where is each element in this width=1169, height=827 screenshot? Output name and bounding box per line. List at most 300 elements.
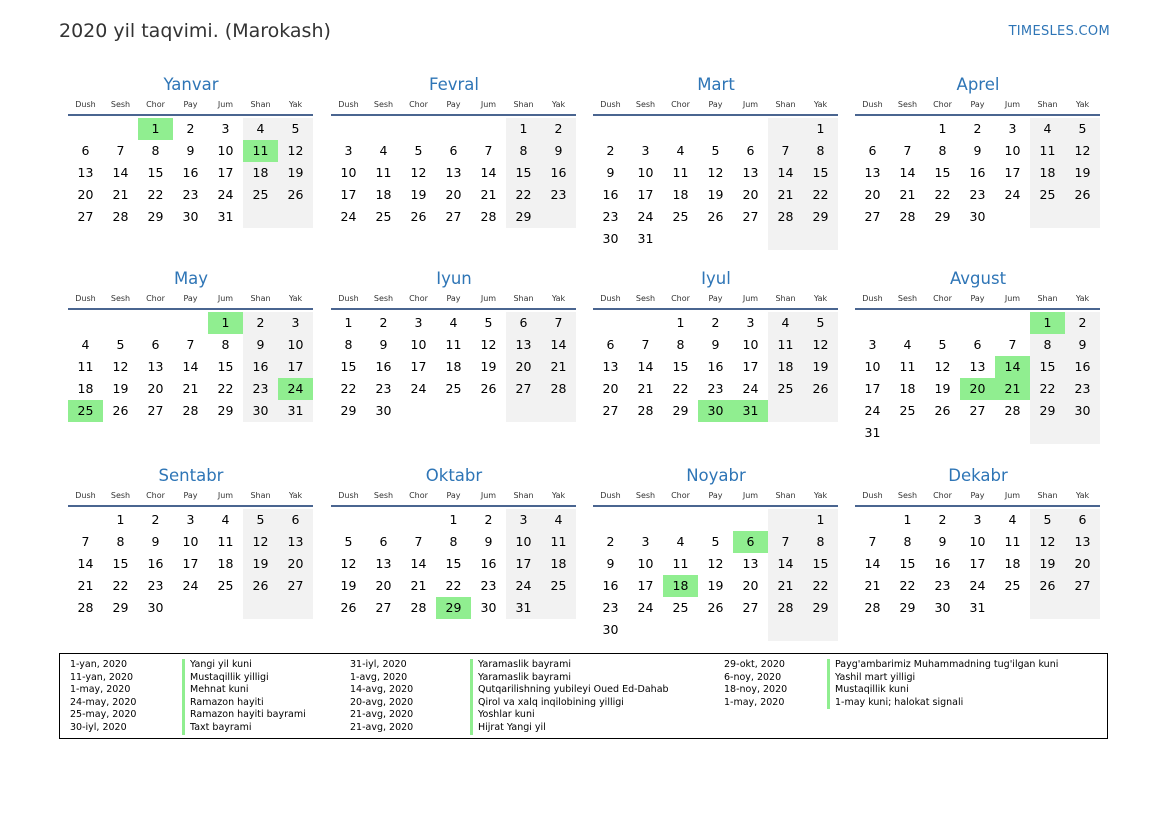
day-cell: 7 (868, 534, 877, 549)
day-cell: 10 (217, 143, 234, 158)
day-cell: 16 (934, 556, 951, 571)
day-cell: 23 (182, 187, 199, 202)
day-cell: 8 (938, 143, 947, 158)
day-cell: 28 (768, 597, 803, 619)
weekday-label: Chor (146, 100, 165, 109)
month-name: Avgust (949, 269, 1007, 288)
legend-holiday-name: Yoshlar kuni (470, 709, 669, 722)
weekday-label: Pay (708, 294, 723, 303)
day-cell: 30 (147, 600, 164, 615)
day-cell: 12 (410, 165, 427, 180)
weekday-label: Jum (217, 491, 234, 500)
weekday-label: Jum (742, 100, 759, 109)
month-name: Oktabr (425, 466, 483, 485)
day-cell: 2 (484, 512, 493, 527)
weekday-label: Pay (446, 294, 461, 303)
day-cell: 20 (1065, 553, 1100, 575)
day-cell: 27 (742, 600, 759, 615)
empty-cell (995, 312, 1030, 334)
day-cell: 1 (938, 121, 947, 136)
day-cell: 9 (1065, 334, 1100, 356)
day-cell: 25 (899, 403, 916, 418)
header-rule (855, 505, 1100, 507)
day-cell: 15 (934, 165, 951, 180)
empty-cell (278, 597, 313, 619)
day-cell: 15 (147, 165, 164, 180)
weekday-label: Pay (970, 294, 985, 303)
weekday-label: Shan (775, 294, 796, 303)
day-cell: 22 (147, 187, 164, 202)
empty-cell (663, 619, 698, 641)
day-cell: 21 (410, 578, 427, 593)
day-cell: 6 (449, 143, 458, 158)
weekday-label: Dush (338, 100, 359, 109)
legend-date: 18-noy, 2020 (724, 684, 788, 696)
legend-date: 1-yan, 2020 (70, 659, 127, 670)
weekday-label: Chor (933, 294, 952, 303)
day-cell: 18 (243, 162, 278, 184)
day-grid (68, 312, 314, 422)
weekday-header (68, 292, 314, 306)
month-name: Fevral (429, 75, 479, 94)
weekday-label: Jum (480, 491, 497, 500)
day-cell: 11 (672, 165, 689, 180)
day-cell: 29 (803, 597, 838, 619)
day-cell: 19 (803, 356, 838, 378)
weekday-label: Pay (446, 100, 461, 109)
day-cell: 25 (445, 381, 462, 396)
day-cell: 22 (803, 575, 838, 597)
day-cell: 18 (672, 187, 689, 202)
month-oktabr (331, 465, 577, 619)
empty-cell (855, 312, 890, 334)
day-cell: 29 (899, 600, 916, 615)
day-cell: 1 (506, 118, 541, 140)
day-cell: 22 (934, 187, 951, 202)
legend-names-column (182, 659, 306, 735)
day-cell: 29 (506, 206, 541, 228)
holiday-day-cell: 30 (698, 400, 733, 422)
day-cell: 14 (77, 556, 94, 571)
day-cell: 13 (969, 359, 986, 374)
day-cell: 13 (445, 165, 462, 180)
holiday-day-cell: 1 (1030, 312, 1065, 334)
weekday-label: Shan (513, 100, 534, 109)
day-cell: 13 (77, 165, 94, 180)
day-cell: 6 (746, 143, 755, 158)
legend-date: 14-avg, 2020 (350, 684, 414, 696)
day-cell: 3 (868, 337, 877, 352)
day-cell: 6 (506, 312, 541, 334)
day-cell: 17 (278, 356, 313, 378)
empty-cell (663, 118, 698, 140)
weekday-label: Chor (671, 491, 690, 500)
day-cell: 23 (934, 578, 951, 593)
header-rule (331, 308, 576, 310)
weekday-label: Dush (862, 294, 883, 303)
day-cell: 2 (606, 143, 615, 158)
day-cell: 5 (803, 312, 838, 334)
day-cell: 26 (278, 184, 313, 206)
day-cell: 24 (182, 578, 199, 593)
day-cell: 6 (278, 509, 313, 531)
day-cell: 8 (151, 143, 160, 158)
day-cell: 22 (340, 381, 357, 396)
weekday-label: Dush (75, 491, 96, 500)
day-cell: 11 (672, 556, 689, 571)
day-cell: 16 (375, 359, 392, 374)
day-cell: 1 (803, 118, 838, 140)
day-cell: 28 (480, 209, 497, 224)
empty-cell (1065, 597, 1100, 619)
holiday-day-cell: 20 (960, 378, 995, 400)
day-grid (331, 312, 577, 422)
weekday-label: Chor (933, 491, 952, 500)
legend-holiday-name: Yangi yil kuni (182, 659, 306, 672)
day-cell: 9 (711, 337, 720, 352)
day-cell: 4 (449, 315, 458, 330)
day-cell: 13 (506, 334, 541, 356)
day-cell: 15 (1030, 356, 1065, 378)
day-cell: 3 (973, 512, 982, 527)
empty-cell (138, 312, 173, 334)
weekday-header (855, 292, 1101, 306)
day-cell: 8 (449, 534, 458, 549)
weekday-header (593, 489, 839, 503)
day-cell: 23 (541, 184, 576, 206)
day-cell: 27 (742, 209, 759, 224)
header-rule (855, 308, 1100, 310)
day-cell: 4 (1030, 118, 1065, 140)
empty-cell (960, 422, 995, 444)
empty-cell (1065, 206, 1100, 228)
weekday-label: Chor (671, 294, 690, 303)
day-cell: 10 (1004, 143, 1021, 158)
empty-cell (401, 400, 436, 422)
day-cell: 8 (676, 337, 685, 352)
day-cell: 14 (768, 553, 803, 575)
weekday-label: Yak (1075, 100, 1090, 109)
day-cell: 19 (480, 359, 497, 374)
day-cell: 12 (1065, 140, 1100, 162)
legend-date: 29-okt, 2020 (724, 659, 785, 670)
holiday-day-cell: 6 (733, 531, 768, 553)
day-cell: 16 (602, 578, 619, 593)
day-cell: 19 (278, 162, 313, 184)
day-cell: 15 (803, 162, 838, 184)
legend-date: 21-avg, 2020 (350, 721, 414, 733)
day-cell: 28 (768, 206, 803, 228)
day-cell: 10 (969, 534, 986, 549)
legend-holiday-name: Mustaqillik yilligi (182, 672, 306, 685)
day-cell: 5 (938, 337, 947, 352)
day-cell: 11 (1004, 534, 1021, 549)
day-cell: 3 (186, 512, 195, 527)
day-cell: 16 (243, 356, 278, 378)
empty-cell (208, 597, 243, 619)
day-cell: 11 (445, 337, 462, 352)
day-cell: 4 (676, 143, 685, 158)
weekday-label: Sesh (635, 491, 656, 500)
empty-cell (103, 118, 138, 140)
day-grid (855, 118, 1101, 228)
empty-cell (890, 118, 925, 140)
legend-date: 20-avg, 2020 (350, 696, 414, 708)
day-cell: 12 (243, 531, 278, 553)
day-cell: 27 (147, 403, 164, 418)
day-cell: 1 (449, 512, 458, 527)
day-cell: 1 (116, 512, 125, 527)
day-cell: 28 (410, 600, 427, 615)
day-cell: 6 (1065, 509, 1100, 531)
empty-cell (733, 228, 768, 250)
day-cell: 28 (77, 600, 94, 615)
day-cell: 3 (506, 509, 541, 531)
day-grid (331, 509, 577, 619)
empty-cell (68, 118, 103, 140)
day-cell: 19 (243, 553, 278, 575)
legend-names-column (827, 659, 1058, 709)
day-cell: 16 (969, 165, 986, 180)
day-cell: 9 (606, 556, 615, 571)
weekday-label: Jum (480, 100, 497, 109)
day-cell: 12 (480, 337, 497, 352)
holiday-day-cell: 1 (138, 118, 173, 140)
day-cell: 18 (445, 359, 462, 374)
day-cell: 18 (375, 187, 392, 202)
day-cell: 1 (803, 509, 838, 531)
day-cell: 18 (217, 556, 234, 571)
empty-cell (1030, 422, 1065, 444)
day-cell: 20 (445, 187, 462, 202)
day-cell: 14 (480, 165, 497, 180)
day-cell: 28 (112, 209, 129, 224)
day-cell: 14 (410, 556, 427, 571)
weekday-label: Sesh (897, 100, 918, 109)
empty-cell (1065, 422, 1100, 444)
day-cell: 27 (278, 575, 313, 597)
day-cell: 5 (1030, 509, 1065, 531)
day-cell: 11 (541, 531, 576, 553)
weekday-label: Dush (75, 294, 96, 303)
weekday-header (855, 489, 1101, 503)
day-cell: 8 (221, 337, 230, 352)
empty-cell (436, 400, 471, 422)
day-cell: 17 (340, 187, 357, 202)
legend-holiday-name: Hijrat Yangi yil (470, 722, 669, 735)
weekday-label: Jum (217, 100, 234, 109)
empty-cell (890, 312, 925, 334)
weekday-label: Shan (1037, 100, 1058, 109)
month-name: Mart (697, 75, 735, 94)
day-cell: 26 (340, 600, 357, 615)
weekday-label: Dush (338, 294, 359, 303)
day-cell: 13 (147, 359, 164, 374)
weekday-header (331, 292, 577, 306)
page-title: 2020 yil taqvimi. (Marokash) (59, 20, 331, 42)
weekday-label: Jum (1004, 491, 1021, 500)
day-cell: 20 (602, 381, 619, 396)
weekday-label: Dush (338, 491, 359, 500)
day-cell: 24 (637, 600, 654, 615)
empty-cell (768, 228, 803, 250)
weekday-label: Yak (288, 100, 303, 109)
month-sentabr (68, 465, 314, 619)
day-cell: 12 (112, 359, 129, 374)
day-cell: 23 (375, 381, 392, 396)
day-cell: 28 (637, 403, 654, 418)
day-cell: 29 (934, 209, 951, 224)
day-cell: 7 (186, 337, 195, 352)
day-cell: 27 (602, 403, 619, 418)
day-cell: 1 (676, 315, 685, 330)
empty-cell (698, 118, 733, 140)
day-cell: 19 (707, 187, 724, 202)
holiday-day-cell: 11 (243, 140, 278, 162)
weekday-label: Shan (775, 100, 796, 109)
day-cell: 30 (243, 400, 278, 422)
day-cell: 26 (803, 378, 838, 400)
day-cell: 10 (864, 359, 881, 374)
weekday-label: Chor (933, 100, 952, 109)
day-cell: 26 (1030, 575, 1065, 597)
day-cell: 30 (602, 622, 619, 637)
day-cell: 13 (742, 165, 759, 180)
weekday-label: Sesh (373, 294, 394, 303)
day-cell: 13 (375, 556, 392, 571)
weekday-header (855, 98, 1101, 112)
day-cell: 17 (864, 381, 881, 396)
day-cell: 23 (602, 600, 619, 615)
empty-cell (803, 228, 838, 250)
day-cell: 15 (803, 553, 838, 575)
month-name: Iyul (701, 269, 731, 288)
day-cell: 4 (1008, 512, 1017, 527)
empty-cell (733, 619, 768, 641)
day-cell: 9 (541, 140, 576, 162)
weekday-label: Jum (480, 294, 497, 303)
day-cell: 24 (217, 187, 234, 202)
month-name: Dekabr (948, 466, 1008, 485)
day-cell: 21 (899, 187, 916, 202)
month-noyabr (593, 465, 839, 641)
month-may (68, 268, 314, 422)
day-grid (68, 118, 314, 228)
weekday-label: Yak (1075, 491, 1090, 500)
day-cell: 20 (864, 187, 881, 202)
day-cell: 17 (1004, 165, 1021, 180)
day-cell: 11 (77, 359, 94, 374)
day-cell: 16 (147, 556, 164, 571)
weekday-label: Jum (1004, 294, 1021, 303)
day-cell: 25 (672, 209, 689, 224)
day-cell: 16 (707, 359, 724, 374)
weekday-label: Chor (146, 491, 165, 500)
day-cell: 17 (217, 165, 234, 180)
legend-holiday-name: Qutqarilishning yubileyi Oued Ed-Dahab (470, 684, 669, 697)
day-cell: 13 (742, 556, 759, 571)
weekday-label: Chor (409, 491, 428, 500)
day-cell: 17 (182, 556, 199, 571)
empty-cell (471, 118, 506, 140)
day-cell: 19 (934, 381, 951, 396)
day-cell: 8 (803, 531, 838, 553)
header-rule (593, 308, 838, 310)
day-cell: 29 (672, 403, 689, 418)
legend-date: 30-iyl, 2020 (70, 721, 127, 733)
day-cell: 27 (864, 209, 881, 224)
day-cell: 20 (77, 187, 94, 202)
empty-cell (698, 228, 733, 250)
empty-cell (593, 312, 628, 334)
weekday-label: Pay (970, 100, 985, 109)
day-cell: 7 (81, 534, 90, 549)
day-cell: 2 (541, 118, 576, 140)
weekday-header (331, 489, 577, 503)
legend-names-column (470, 659, 669, 735)
day-cell: 4 (243, 118, 278, 140)
day-cell: 20 (375, 578, 392, 593)
day-cell: 27 (77, 209, 94, 224)
day-cell: 24 (1004, 187, 1021, 202)
brand-link[interactable]: TIMESLES.COM (1008, 24, 1110, 39)
day-cell: 17 (410, 359, 427, 374)
day-cell: 30 (1065, 400, 1100, 422)
day-cell: 7 (768, 140, 803, 162)
day-cell: 2 (1065, 312, 1100, 334)
day-cell: 31 (217, 209, 234, 224)
empty-cell (628, 118, 663, 140)
day-cell: 7 (414, 534, 423, 549)
day-cell: 8 (1030, 334, 1065, 356)
weekday-header (68, 98, 314, 112)
legend-date: 1-may, 2020 (724, 696, 785, 708)
header-rule (593, 505, 838, 507)
empty-cell (471, 400, 506, 422)
empty-cell (243, 597, 278, 619)
header-rule (855, 114, 1100, 116)
weekday-label: Chor (409, 100, 428, 109)
day-cell: 22 (506, 184, 541, 206)
day-cell: 28 (541, 378, 576, 400)
empty-cell (541, 597, 576, 619)
month-iyul (593, 268, 839, 422)
weekday-label: Pay (183, 294, 198, 303)
day-cell: 21 (768, 575, 803, 597)
empty-cell (593, 118, 628, 140)
weekday-label: Shan (250, 294, 271, 303)
day-cell: 9 (379, 337, 388, 352)
legend-holiday-name: Payg'ambarimiz Muhammadning tug'ilgan kuni (827, 659, 1058, 672)
empty-cell (768, 509, 803, 531)
day-cell: 4 (81, 337, 90, 352)
day-cell: 25 (672, 600, 689, 615)
day-cell: 13 (602, 359, 619, 374)
day-cell: 12 (707, 165, 724, 180)
weekday-label: Pay (183, 100, 198, 109)
day-cell: 21 (864, 578, 881, 593)
day-cell: 21 (768, 184, 803, 206)
empty-cell (68, 312, 103, 334)
day-cell: 16 (602, 187, 619, 202)
day-cell: 20 (278, 553, 313, 575)
holiday-day-cell: 14 (995, 356, 1030, 378)
day-cell: 21 (637, 381, 654, 396)
weekday-label: Yak (813, 491, 828, 500)
day-cell: 25 (1004, 578, 1021, 593)
weekday-label: Shan (250, 491, 271, 500)
day-cell: 17 (506, 553, 541, 575)
